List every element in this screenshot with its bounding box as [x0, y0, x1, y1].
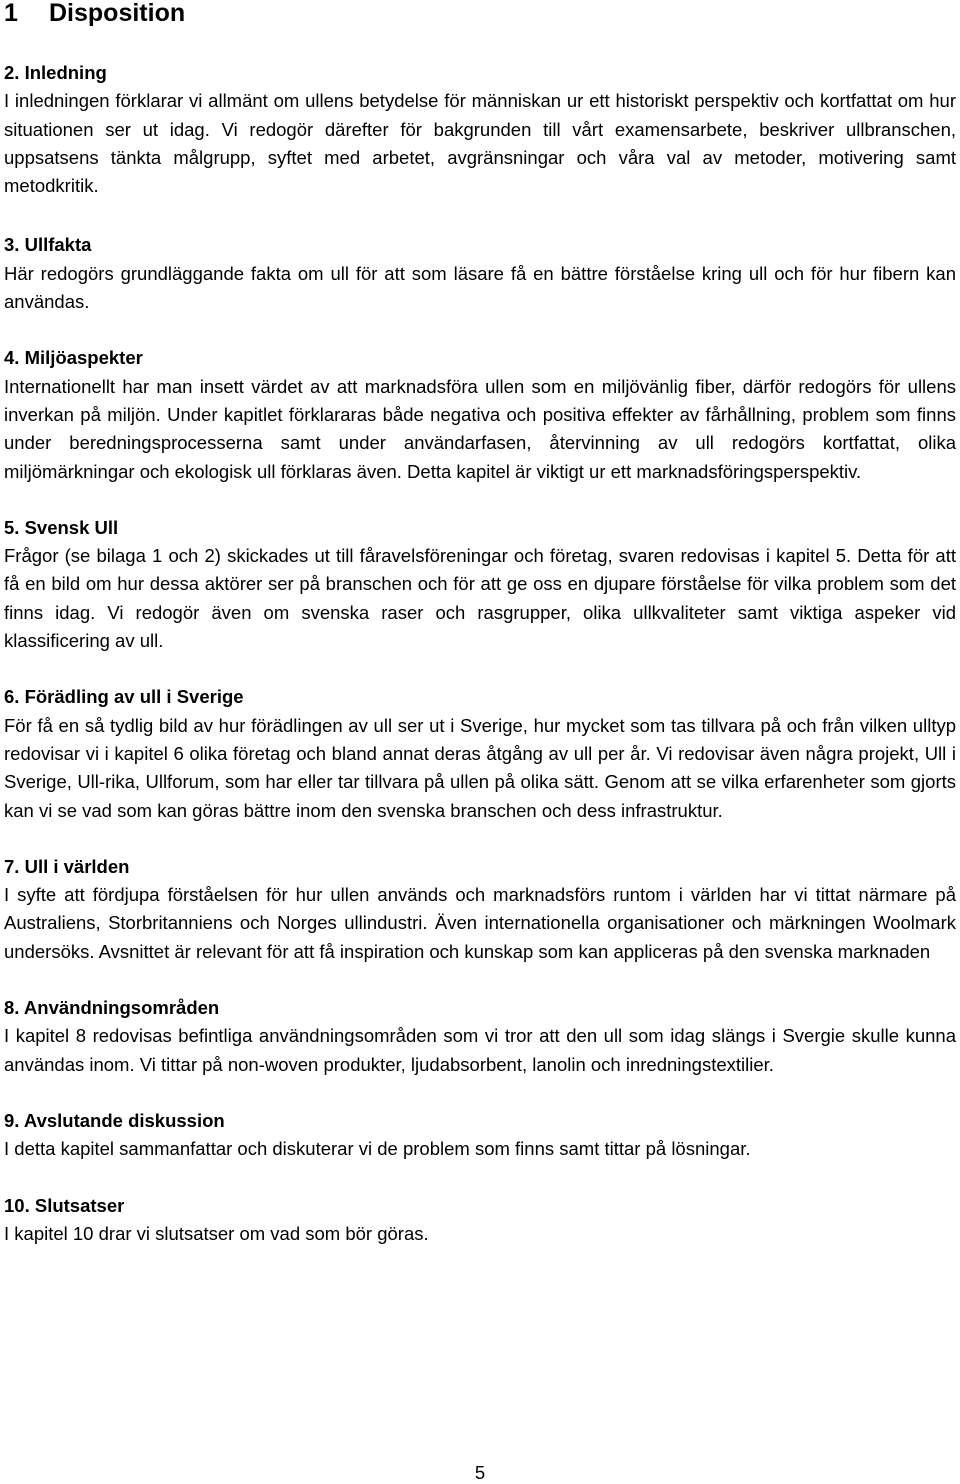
section-body: I syfte att fördjupa förståelsen för hur ullen används och marknadsförs runtom i världen har vi tittat närmare på Australiens, Storbritanniens och Norges ullindustri. Även internationella organisationer och märkningen Woolmark undersöks. Avsnittet är relevant för att få inspiration och kunskap som kan appliceras på den svenska marknaden: [4, 884, 956, 962]
section-heading: 6. Förädling av ull i Sverige: [4, 686, 244, 708]
section-inledning: [4, 59, 956, 200]
section-body: I kapitel 10 drar vi slutsatser om vad som bör göras.: [4, 1222, 429, 1244]
section-ullfakta: [4, 231, 956, 316]
chapter-title: Disposition: [49, 0, 186, 27]
section-miljoaspekter: [4, 344, 956, 485]
section-body: Frågor (se bilaga 1 och 2) skickades ut till fåravelsföreningar och företag, svaren redovisas i kapitel 5. Detta för att få en bild om hur dessa aktörer ser på branschen och för att ge oss en djupare förståelse för vilka problem som det finns idag. Vi redogör även om svenska raser och rasgrupper, olika ullkvaliteter samt viktiga aspeker vid klassificering av ull.: [4, 545, 956, 652]
section-body: I detta kapitel sammanfattar och diskuterar vi de problem som finns samt tittar på lösningar.: [4, 1138, 751, 1160]
section-heading: 9. Avslutande diskussion: [4, 1109, 225, 1131]
section-foradling: [4, 683, 956, 824]
section-slutsatser: [4, 1192, 956, 1249]
section-body: Internationellt har man insett värdet av att marknadsföra ullen som en miljövänlig fiber, därför redogörs för ullens inverkan på miljön. Under kapitlet förklararas både negativa och positiva effekter av fårhållning, problem som finns under beredningsprocesserna samt under användarfasen, återvinning av ull redogörs kortfattat, olika miljömärkningar och ekologisk ull förklaras även. Detta kapitel är viktigt ur ett marknadsföringsperspektiv.: [4, 375, 956, 482]
section-avslutande-diskussion: [4, 1107, 956, 1164]
section-ull-i-varlden: [4, 853, 956, 966]
chapter-number: 1: [4, 0, 18, 27]
section-body: För få en så tydlig bild av hur förädlingen av ull ser ut i Sverige, hur mycket som tas tillvara på och från vilken ulltyp redovisar vi i kapitel 6 olika företag och bland annat deras åtgång av ull per år. Vi redovisar även några projekt, Ull i Sverige, Ull-rika, Ullforum, som har eller tar tillvara på ullen på olika sätt. Genom att se vilka erfarenheter som gjorts kan vi se vad som kan göras bättre inom den svenska branschen och dess infrastruktur.: [4, 714, 956, 821]
section-heading: 7. Ull i världen: [4, 855, 130, 877]
section-heading: 5. Svensk Ull: [4, 516, 119, 538]
page-number: 5: [474, 1462, 486, 1483]
section-heading: 8. Användningsområden: [4, 997, 220, 1019]
section-heading: 3. Ullfakta: [4, 234, 92, 256]
section-heading: 2. Inledning: [4, 62, 107, 83]
section-body: I inledningen förklarar vi allmänt om ullens betydelse för människan ur ett historiskt perspektiv och kortfattat om hur situationen ser ut idag. Vi redogör därefter för bakgrunden till vårt examensarbete, beskriver ullbranschen, uppsatsens tänkta målgrupp, syftet med arbetet, avgränsningar och våra val av metoder, motivering samt metodkritik.: [4, 90, 956, 197]
section-anvandningsomraden: [4, 994, 956, 1079]
document-page: [4, 0, 956, 1248]
section-heading: 10. Slutsatser: [4, 1194, 125, 1216]
section-body: Här redogörs grundläggande fakta om ull för att som läsare få en bättre förståelse kring ull och för hur fibern kan användas.: [4, 262, 956, 313]
section-body: I kapitel 8 redovisas befintliga användningsområden som vi tror att den ull som idag slängs i Svergie skulle kunna användas inom. Vi tittar på non-woven produkter, ljudabsorbent, lanolin och inredningstextilier.: [4, 1025, 956, 1075]
section-svensk-ull: [4, 514, 956, 655]
chapter-heading: [4, 0, 956, 26]
section-heading: 4. Miljöaspekter: [4, 347, 143, 369]
